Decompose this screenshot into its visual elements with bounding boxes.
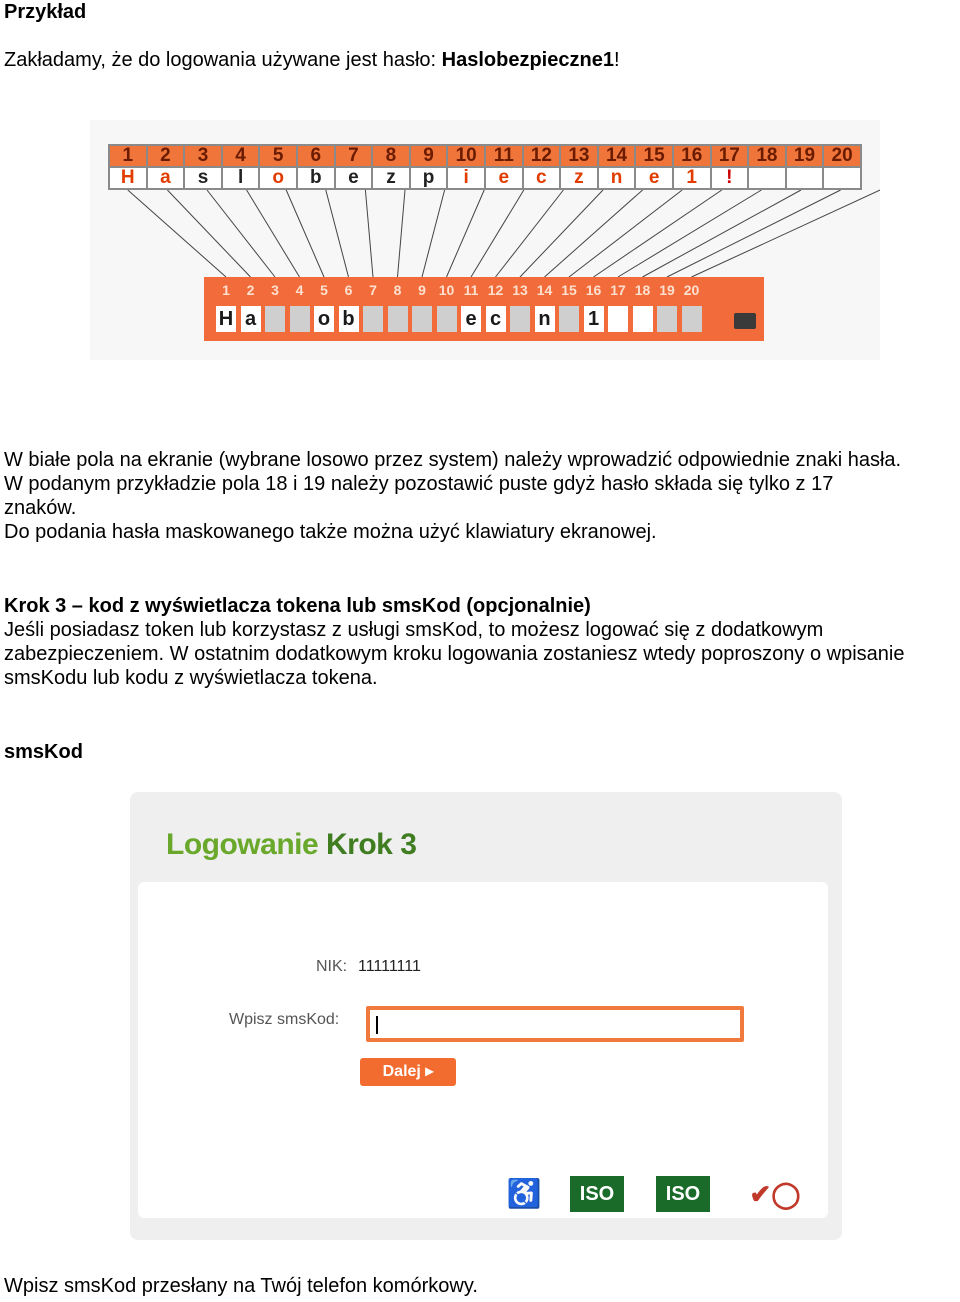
masked-position-number: 17 — [610, 282, 626, 298]
step3-line1: Jeśli posiadasz token lub korzystasz z usługi smsKod, to możesz logować się z dodatkowym — [4, 619, 824, 641]
position-number: 14 — [598, 145, 636, 167]
mapping-line — [496, 190, 564, 277]
nik-value: 11111111 — [358, 958, 421, 975]
example-heading: Przykład — [4, 1, 87, 23]
masked-cell[interactable] — [633, 306, 653, 332]
smskod-input[interactable] — [366, 1006, 744, 1042]
position-numbers-row — [109, 145, 861, 167]
masked-cell — [510, 306, 530, 332]
password-char: 1 — [673, 167, 711, 189]
nik-label: NIK: — [316, 958, 348, 975]
password-char: e — [485, 167, 523, 189]
masked-position-number: 13 — [512, 282, 528, 298]
position-number: 7 — [335, 145, 373, 167]
position-number: 12 — [523, 145, 561, 167]
mapping-line — [128, 190, 226, 277]
position-number: 2 — [147, 145, 185, 167]
masked-position-number: 18 — [634, 282, 651, 298]
mapping-line — [569, 190, 682, 277]
masked-position-number: 7 — [369, 282, 377, 298]
login-title — [166, 828, 416, 862]
masked-cell — [437, 306, 457, 332]
position-number: 6 — [297, 145, 335, 167]
masked-position-number: 3 — [271, 282, 279, 298]
masked-cell[interactable] — [608, 306, 628, 332]
password-char: ! — [711, 167, 749, 189]
password-char: s — [184, 167, 222, 189]
password-char: b — [297, 167, 335, 189]
masked-cell — [265, 306, 285, 332]
mapping-line — [618, 190, 761, 277]
position-number: 17 — [711, 145, 749, 167]
para1-line3: znaków. — [4, 497, 77, 519]
password-char: a — [147, 167, 185, 189]
login-title-b: Krok 3 — [326, 828, 417, 861]
masked-cell[interactable]: b — [339, 306, 359, 332]
intro-text — [4, 48, 620, 72]
masked-cell — [657, 306, 677, 332]
para1-line4: Do podania hasła maskowanego także można użyć klawiatury ekranowej. — [4, 521, 657, 543]
masked-position-number: 19 — [659, 282, 675, 298]
intro-suffix: ! — [613, 49, 620, 71]
masked-cell[interactable]: H — [216, 306, 236, 332]
masked-password-figure — [90, 120, 880, 360]
masked-cell — [412, 306, 432, 332]
intro-password: Haslobezpieczne1 — [441, 49, 614, 71]
masked-position-number: 9 — [418, 282, 426, 298]
masked-position-number: 4 — [295, 282, 304, 298]
login-title-a: Logowanie — [166, 828, 319, 861]
position-number: 8 — [372, 145, 410, 167]
password-char: z — [372, 167, 410, 189]
password-char: n — [598, 167, 636, 189]
position-number: 15 — [635, 145, 673, 167]
masked-position-number: 15 — [561, 282, 577, 298]
position-number: 3 — [184, 145, 222, 167]
mapping-line — [692, 190, 881, 277]
password-char — [748, 167, 786, 189]
masked-position-number: 16 — [585, 282, 602, 298]
mapping-line — [520, 190, 603, 277]
password-positions-table — [108, 144, 862, 190]
step3-title: Krok 3 – kod z wyświetlacza tokena lub smsKod (opcjonalnie) — [4, 595, 591, 617]
mapping-line — [207, 190, 275, 277]
mapping-line — [365, 190, 373, 277]
position-number: 19 — [786, 145, 824, 167]
password-char: i — [447, 167, 485, 189]
mapping-line — [667, 190, 841, 277]
para1-line2: W podanym przykładzie pola 18 i 19 należy pozostawić puste gdyż hasło składa się tylko z 17 — [4, 473, 834, 495]
position-number: 18 — [748, 145, 786, 167]
masked-position-number: 5 — [320, 282, 328, 298]
password-char — [786, 167, 824, 189]
masked-position-number: 20 — [683, 282, 700, 298]
step3-line3: smsKodu lub kodu z wyświetlacza tokena. — [4, 667, 378, 689]
masked-cell — [682, 306, 702, 332]
masked-cell[interactable]: o — [314, 306, 334, 332]
masked-password-bar — [204, 277, 764, 341]
text-caret — [376, 1016, 378, 1034]
masked-cell[interactable]: a — [241, 306, 261, 332]
iso-badge: ISO — [570, 1176, 624, 1212]
masked-position-number: 14 — [536, 282, 553, 298]
masked-cell[interactable]: e — [461, 306, 481, 332]
sms-label: Wpisz smsKod: — [229, 1011, 340, 1028]
step3-line2: zabezpieczeniem. W ostatnim dodatkowym kroku logowania zostaniesz wtedy poproszony o wpisanie — [4, 643, 905, 665]
position-number: 20 — [823, 145, 861, 167]
position-number: 13 — [560, 145, 598, 167]
mapping-line — [398, 190, 406, 277]
masked-cell — [388, 306, 408, 332]
mapping-line — [545, 190, 643, 277]
position-number: 10 — [447, 145, 485, 167]
masked-position-number: 12 — [487, 282, 504, 298]
password-char: p — [410, 167, 448, 189]
masked-position-number: 6 — [344, 282, 353, 298]
position-number: 11 — [485, 145, 523, 167]
password-char: l — [222, 167, 260, 189]
password-char — [823, 167, 861, 189]
password-char: e — [335, 167, 373, 189]
certificate-badge: ✔◯ — [749, 1179, 801, 1209]
position-number: 16 — [673, 145, 711, 167]
next-button-label: Dalej — [382, 1063, 421, 1080]
login-step3-screenshot — [130, 792, 842, 1240]
masked-position-number: 8 — [393, 282, 402, 298]
masked-cell — [363, 306, 383, 332]
keyboard-icon[interactable] — [734, 313, 756, 329]
mapping-line — [167, 190, 250, 277]
position-number: 9 — [410, 145, 448, 167]
iso-badge: ISO — [656, 1176, 710, 1212]
masked-position-number: 1 — [222, 282, 230, 298]
para1-line1: W białe pola na ekranie (wybrane losowo przez system) należy wprowadzić odpowiednie znaki hasła. — [4, 449, 902, 471]
mapping-line — [326, 190, 349, 277]
login-card — [138, 882, 828, 1218]
password-char: o — [259, 167, 297, 189]
intro-label: Zakładamy, że do logowania używane jest hasło: — [4, 49, 442, 71]
password-char: e — [635, 167, 673, 189]
password-char: H — [109, 167, 147, 189]
position-number: 4 — [222, 145, 260, 167]
position-number: 5 — [259, 145, 297, 167]
position-number: 1 — [109, 145, 147, 167]
masked-cell[interactable]: 1 — [584, 306, 604, 332]
masked-position-number: 11 — [463, 282, 479, 298]
next-button[interactable]: Dalej ▸ — [360, 1058, 456, 1086]
masked-cell — [290, 306, 310, 332]
mapping-line — [594, 190, 722, 277]
smskod-heading: smsKod — [4, 741, 83, 763]
wheelchair-icon: ♿ — [506, 1178, 542, 1209]
password-char: c — [523, 167, 561, 189]
masked-cell — [559, 306, 579, 332]
mapping-line — [422, 190, 445, 277]
password-char: z — [560, 167, 598, 189]
masked-position-number: 2 — [246, 282, 255, 298]
masked-cell[interactable]: n — [535, 306, 555, 332]
masked-position-number: 10 — [438, 282, 455, 298]
password-chars-row — [109, 167, 861, 189]
masked-cell[interactable]: c — [486, 306, 506, 332]
footer-text: Wpisz smsKod przesłany na Twój telefon komórkowy. — [4, 1275, 478, 1297]
mapping-line — [643, 190, 802, 277]
